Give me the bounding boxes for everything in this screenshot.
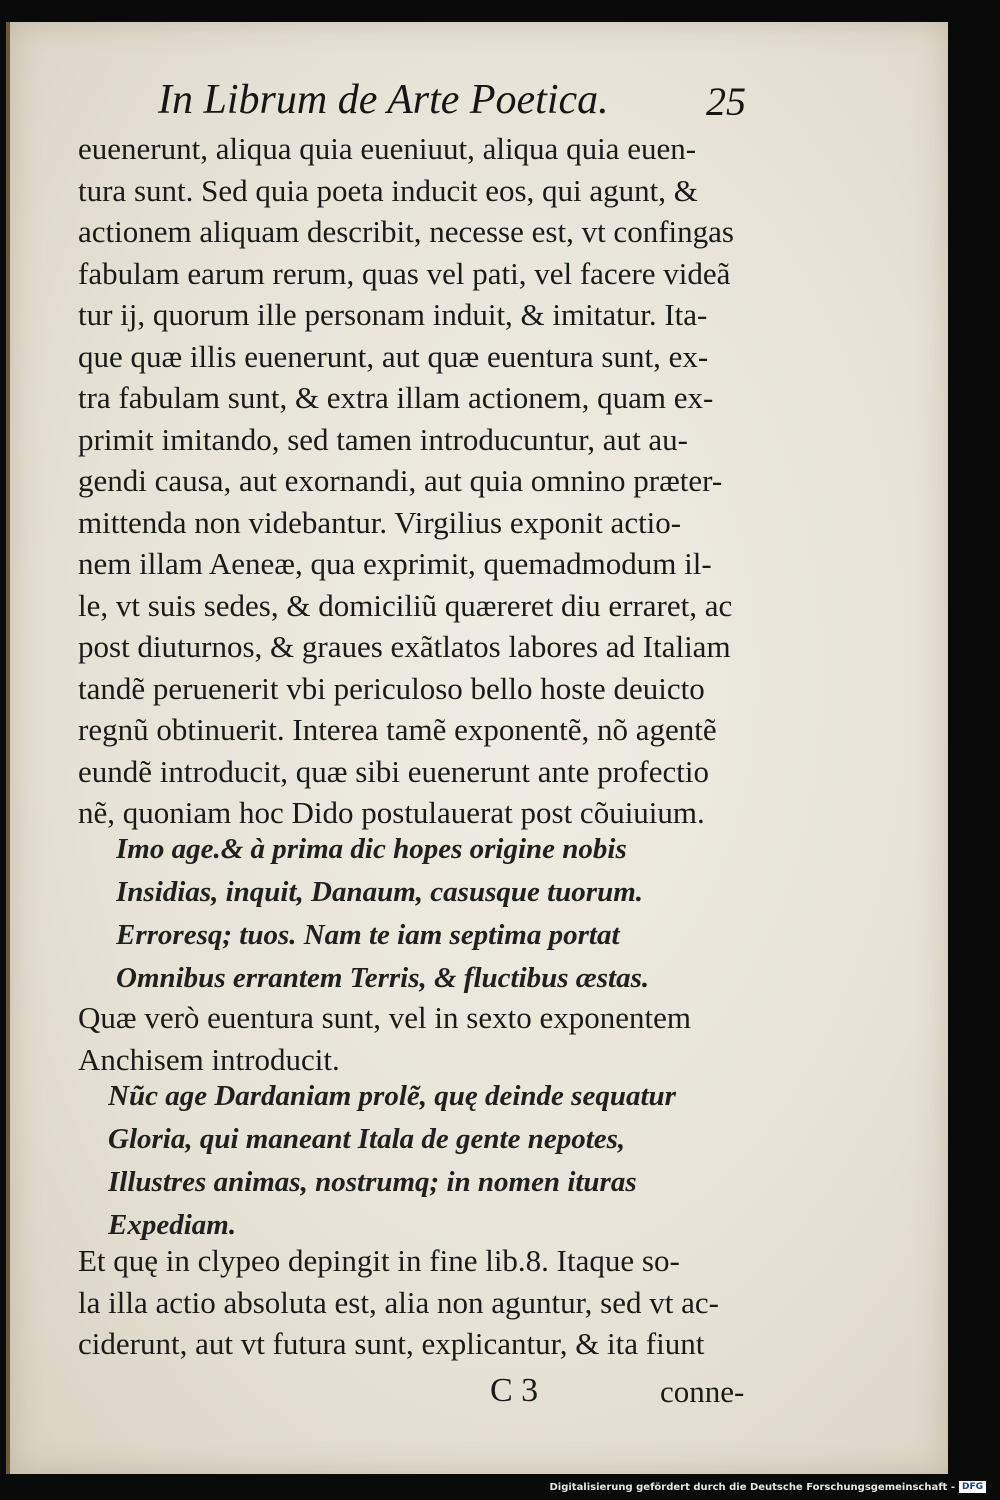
text-line: euenerunt, aliqua quia eueniuut, aliqua quia euen- — [78, 131, 697, 166]
text-line: tandẽ peruenerit vbi periculoso bello hoste deuicto — [78, 670, 705, 706]
text-line: post diuturnos, & graues exãtlatos labores ad Italiam — [78, 629, 731, 664]
text-line: tra fabulam sunt, & extra illam actionem, quam ex- — [78, 380, 714, 415]
paragraph-2 — [78, 997, 818, 1080]
text-line: eundẽ introducit, quæ sibi euenerunt ante profectio — [78, 753, 710, 789]
text-line: ciderunt, aut vt futura sunt, explicantur, & ita fiunt — [78, 1326, 705, 1361]
footer-text: Digitalisierung gefördert durch die Deutsche Forschungsgemeinschaft - — [549, 1481, 955, 1493]
text-line: gendi causa, aut exornandi, aut quia omnino præter- — [78, 463, 723, 498]
text-line: Et quę in clypeo depingit in fine lib.8. Itaque so- — [78, 1243, 680, 1278]
verse-line: Omnibus errantem Terris, & fluctibus æstas. — [116, 962, 650, 994]
text-line: le, vt suis sedes, & domiciliũ quæreret diu erraret, ac — [78, 587, 733, 623]
verse-line: Expediam. — [108, 1209, 237, 1241]
paragraph-1 — [78, 128, 818, 834]
verse-line: Gloria, qui maneant Itala de gente nepotes, — [108, 1123, 626, 1155]
text-line: tura sunt. Sed quia poeta inducit eos, qui agunt, & — [78, 172, 698, 208]
text-line: nem illam Aeneæ, qua exprimit, quemadmodum il- — [78, 546, 712, 581]
text-line: nẽ, quoniam hoc Dido postulauerat post cõuiuium. — [78, 795, 705, 830]
text-line: Quæ verò euentura sunt, vel in sexto exponentem — [78, 1000, 691, 1035]
catchword: conne- — [660, 1374, 745, 1409]
page-number: 25 — [706, 79, 746, 124]
paragraph-3 — [78, 1240, 818, 1365]
text-line: tur ij, quorum ille personam induit, & imitatur. Ita- — [78, 297, 708, 332]
dfg-logo-icon: DFG — [959, 1481, 986, 1493]
verse-quote-1 — [116, 828, 856, 1000]
text-line: regnũ obtinuerit. Interea tamẽ exponentẽ, nõ agentẽ — [78, 712, 717, 747]
running-header: In Librum de Arte Poetica. — [158, 77, 609, 123]
verse-line: Imo age.& à prima dic hopes origine nobis — [116, 833, 627, 865]
text-line: actionem aliquam describit, necesse est, vt confingas — [78, 214, 734, 249]
text-line: la illa actio absoluta est, alia non aguntur, sed vt ac- — [78, 1284, 719, 1320]
verse-line: Nũc age Dardaniam prolẽ, quę deinde sequatur — [108, 1080, 676, 1112]
text-line: fabulam earum rerum, quas vel pati, vel facere videã — [78, 255, 731, 291]
text-line: mittenda non videbantur. Virgilius exponit actio- — [78, 504, 682, 540]
verse-line: Illustres animas, nostrumq; in nomen ituras — [108, 1166, 637, 1198]
verse-line: Erroresq; tuos. Nam te iam septima portat — [116, 919, 620, 951]
verse-quote-2 — [108, 1075, 848, 1247]
verse-line: Insidias, inquit, Danaum, casusque tuorum. — [116, 876, 644, 908]
signature-mark: C 3 — [490, 1372, 539, 1409]
funding-footer — [549, 1480, 986, 1494]
text-line: que quæ illis euenerunt, aut quæ euentura sunt, ex- — [78, 338, 709, 374]
text-line: Anchisem introducit. — [78, 1041, 340, 1077]
text-line: primit imitando, sed tamen introducuntur, aut au- — [78, 421, 689, 457]
